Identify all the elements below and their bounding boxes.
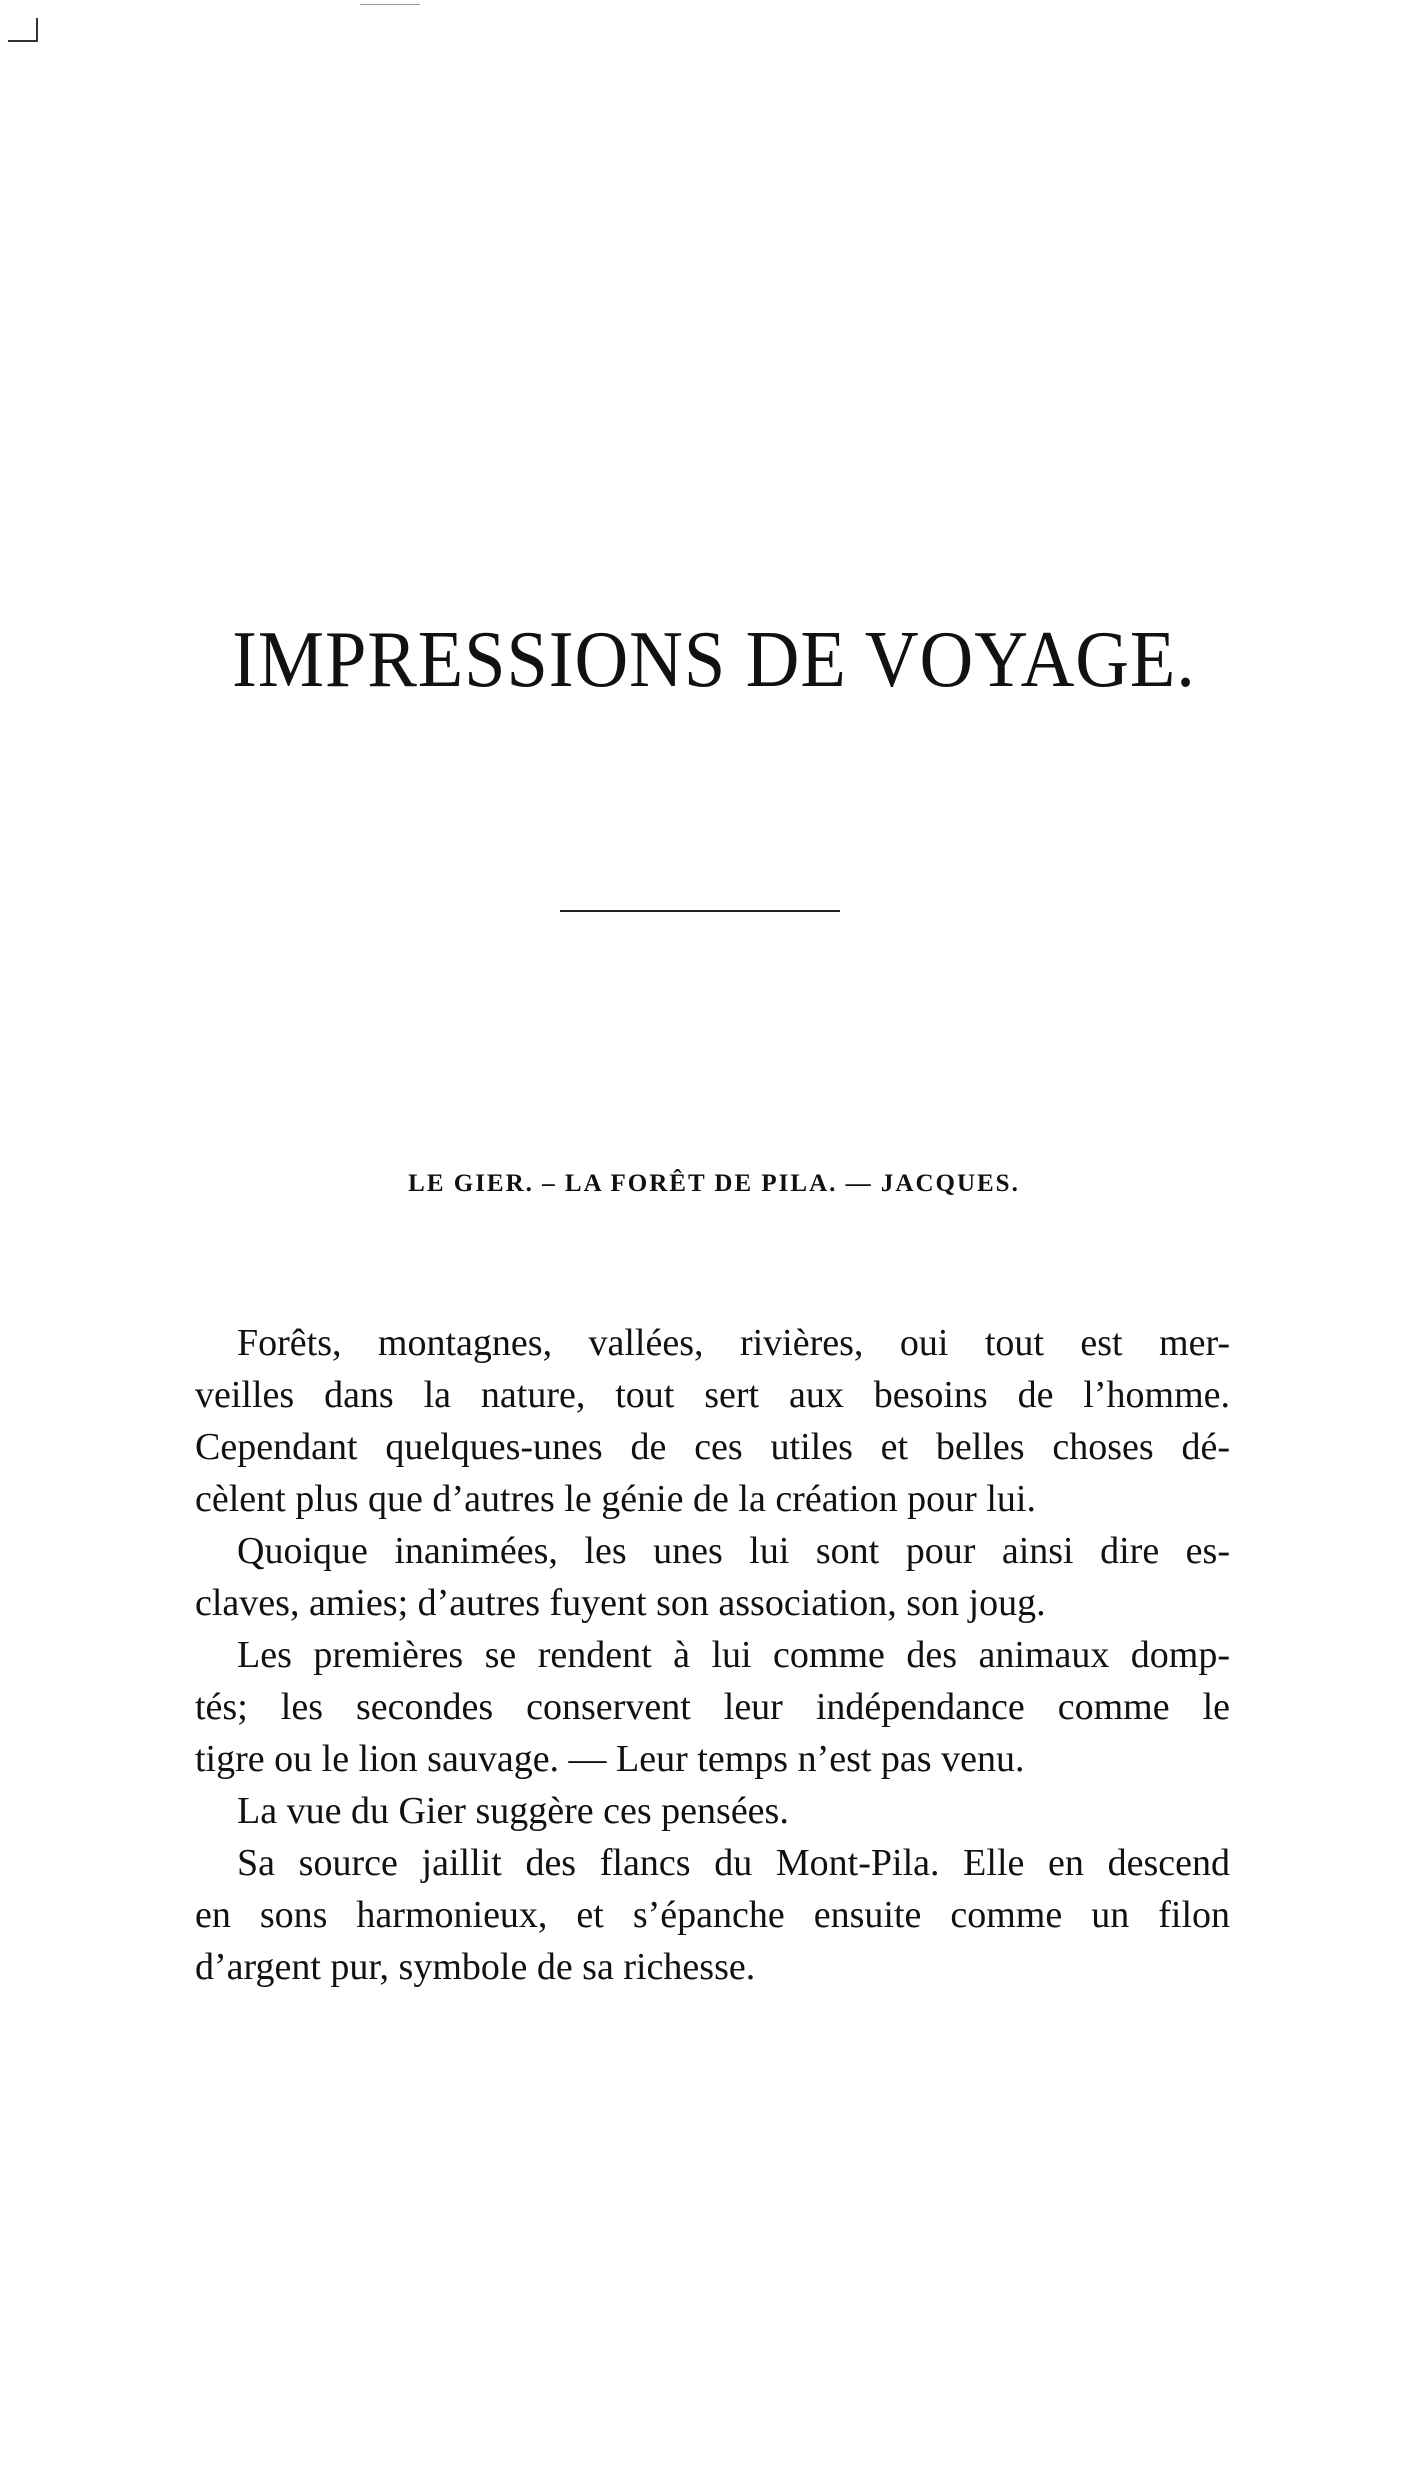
text-line: cèlent plus que d’autres le génie de la création pour lui. bbox=[195, 1478, 1036, 1520]
body-text bbox=[195, 1317, 1230, 1993]
text-line: La vue du Gier suggère ces pensées. bbox=[237, 1790, 789, 1832]
paragraph bbox=[195, 1785, 1230, 1837]
text-line: en sons harmonieux, et s’épanche ensuite comme un filon bbox=[195, 1894, 1230, 1936]
page-title: IMPRESSIONS DE VOYAGE. bbox=[232, 616, 1196, 704]
text-line: tés; les secondes conservent leur indépendance comme le bbox=[195, 1686, 1230, 1728]
text-line: claves, amies; d’autres fuyent son association, son joug. bbox=[195, 1582, 1046, 1624]
text-line: Quoique inanimées, les unes lui sont pour ainsi dire es- bbox=[237, 1530, 1230, 1572]
paragraph bbox=[195, 1525, 1230, 1629]
text-line: veilles dans la nature, tout sert aux besoins de l’homme. bbox=[195, 1374, 1230, 1416]
chapter-subtitle: LE GIER. – LA FORÊT DE PILA. — JACQUES. bbox=[408, 1170, 1020, 1197]
text-line: Les premières se rendent à lui comme des animaux domp- bbox=[237, 1634, 1230, 1676]
text-line: Sa source jaillit des flancs du Mont-Pila. Elle en descend bbox=[237, 1842, 1230, 1884]
text-line: d’argent pur, symbole de sa richesse. bbox=[195, 1946, 756, 1988]
text-line: Forêts, montagnes, vallées, rivières, oui tout est mer- bbox=[237, 1322, 1230, 1364]
scan-mark bbox=[36, 18, 38, 40]
text-line: Cependant quelques-unes de ces utiles et belles choses dé- bbox=[195, 1426, 1230, 1468]
title-divider bbox=[560, 910, 840, 912]
paragraph bbox=[195, 1317, 1230, 1525]
paragraph bbox=[195, 1629, 1230, 1785]
text-line: tigre ou le lion sauvage. — Leur temps n’est pas venu. bbox=[195, 1738, 1025, 1780]
scan-mark bbox=[360, 4, 420, 5]
scan-mark bbox=[8, 40, 38, 42]
paragraph bbox=[195, 1837, 1230, 1993]
